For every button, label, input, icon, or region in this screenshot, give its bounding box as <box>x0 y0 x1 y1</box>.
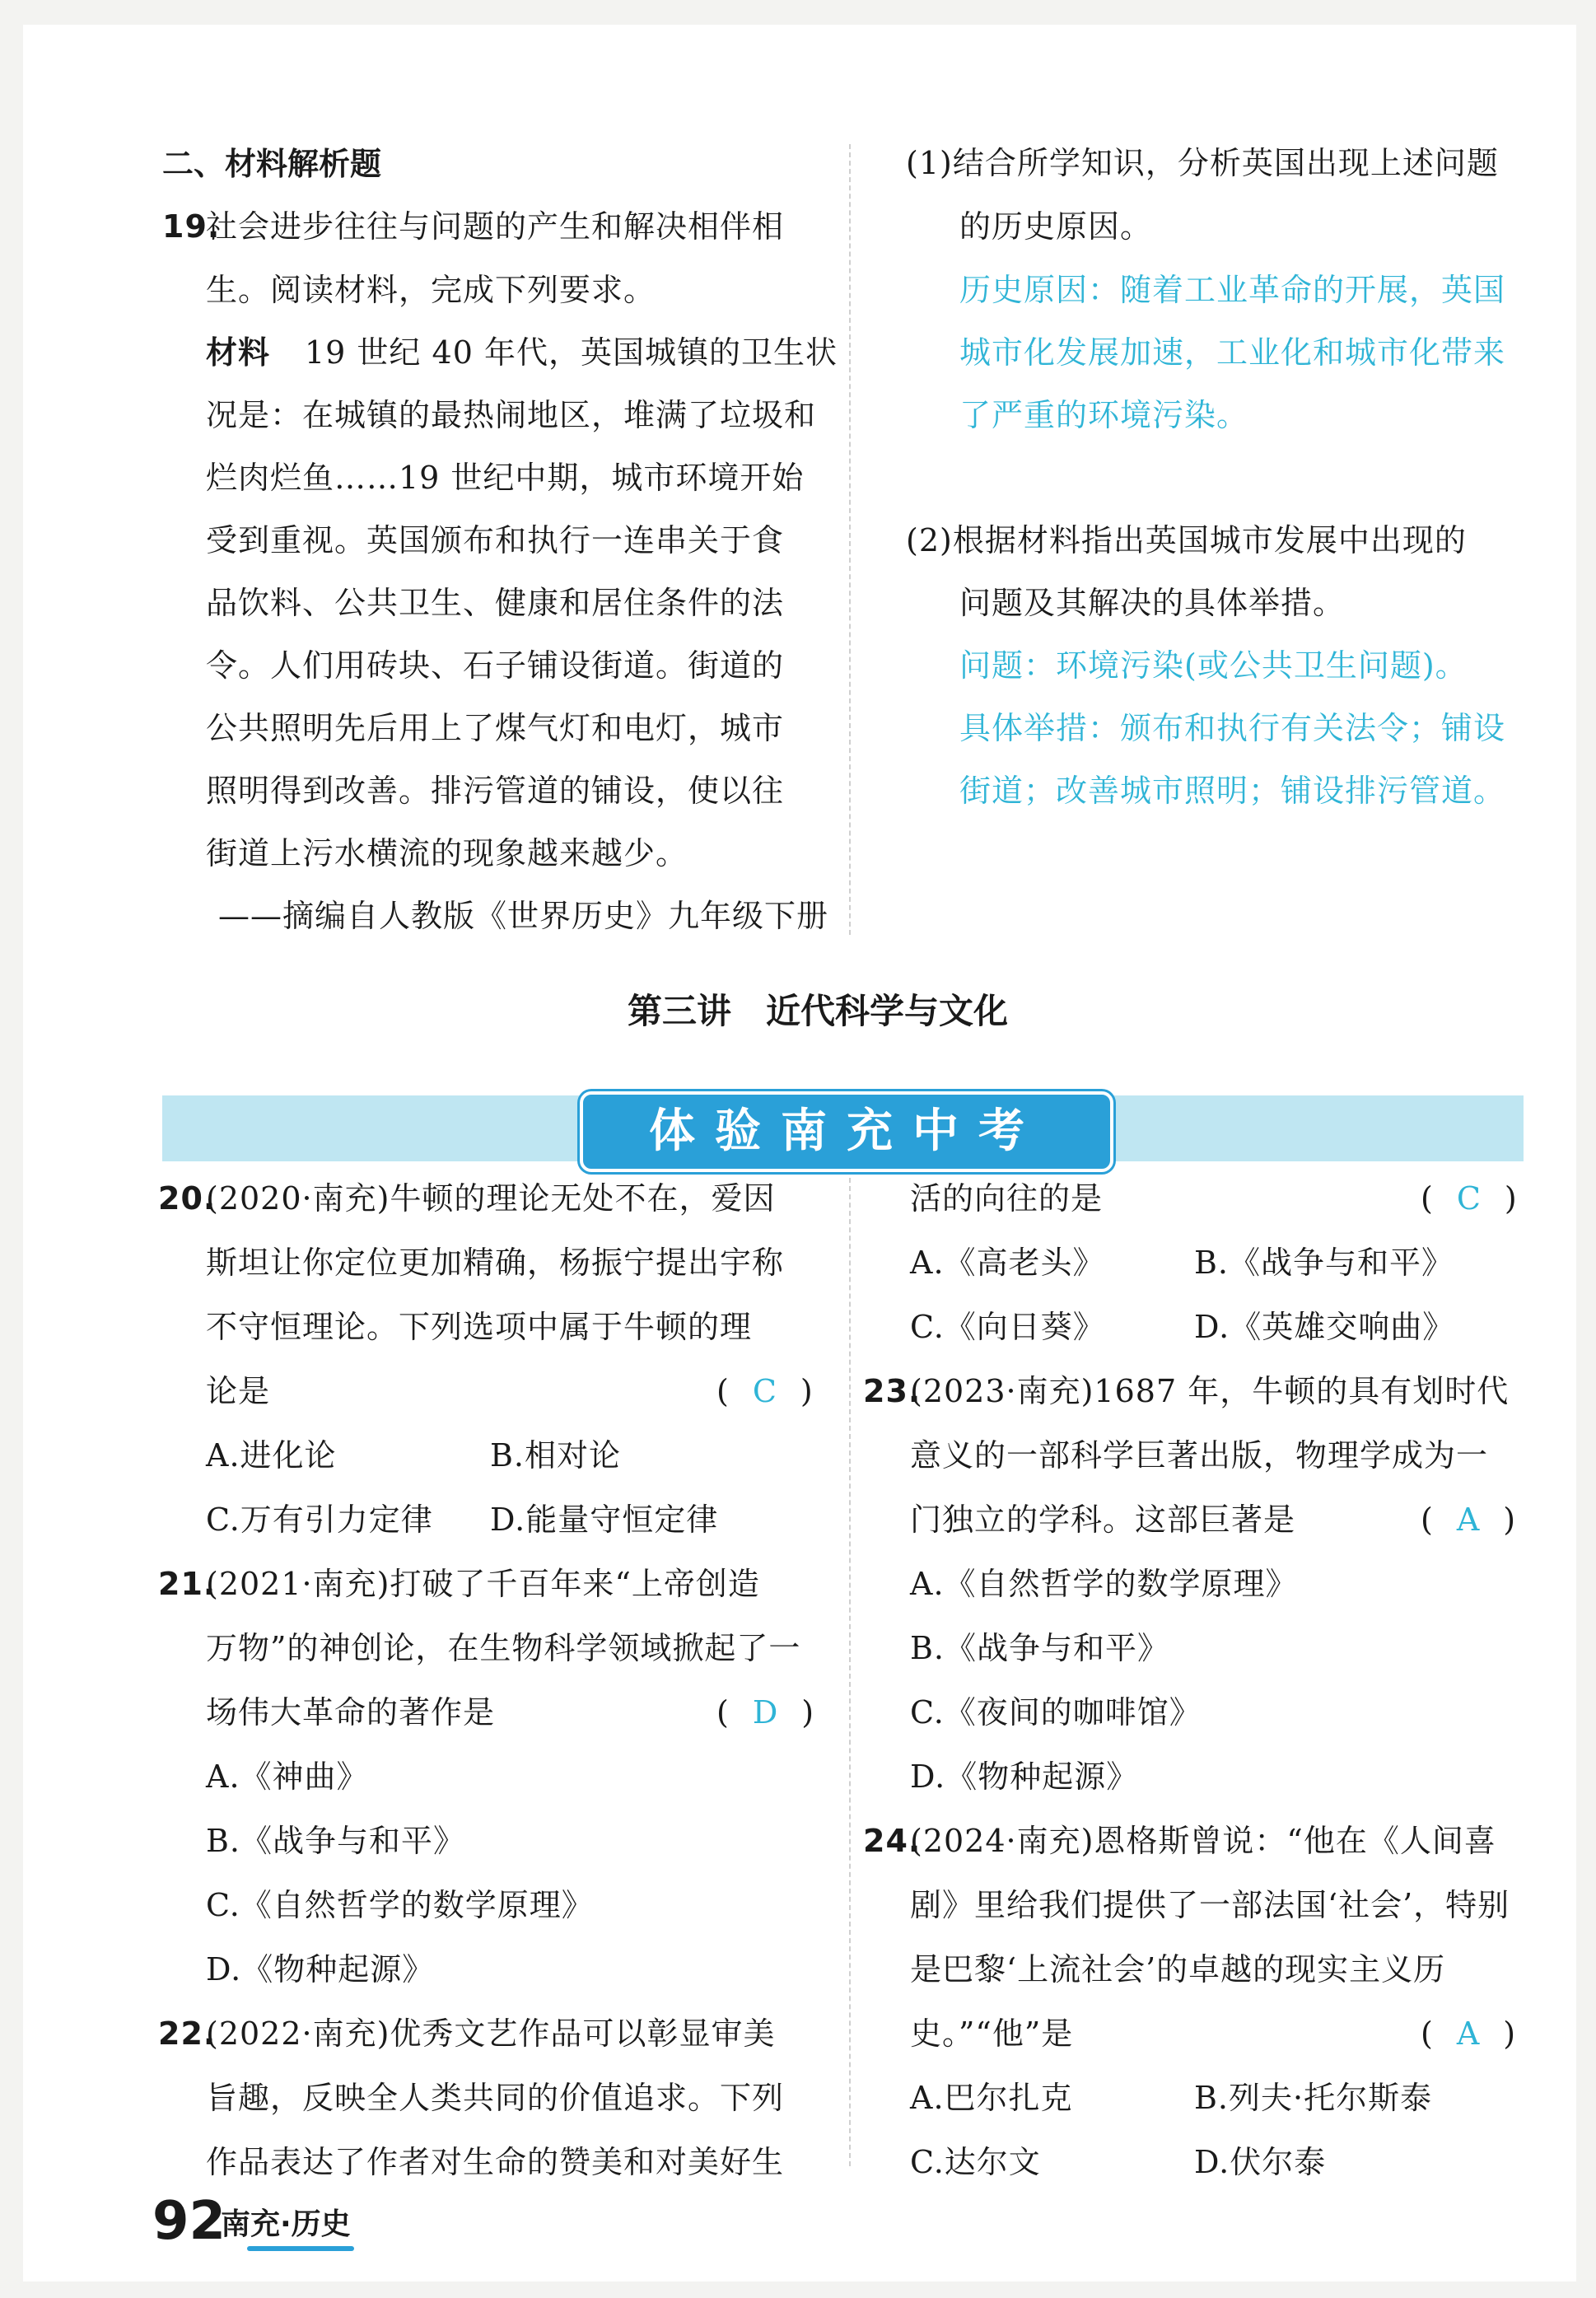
material-text: 19 世纪 40 年代，英国城镇的卫生状 <box>305 334 838 371</box>
option: D.《物种起源》 <box>910 1759 1139 1795</box>
question-number: 21. <box>158 1566 217 1602</box>
subquestion-text: (1)结合所学知识，分析英国出现上述问题 <box>906 145 1499 181</box>
answer-bracket: ( C ) <box>716 1373 814 1409</box>
question-text: 旨趣，反映全人类共同的价值追求。下列 <box>206 2080 785 2116</box>
footer-underline <box>247 2246 354 2251</box>
answer-choice: C <box>752 1373 777 1409</box>
option: C.万有引力定律 <box>206 1502 433 1538</box>
lecture-title: 第三讲 近代科学与文化 <box>628 991 1009 1031</box>
question-text: 活的向往的是 <box>910 1180 1104 1217</box>
answer-text: 具体举措：颁布和执行有关法令；铺设 <box>959 710 1506 746</box>
question-number: 24. <box>863 1823 922 1859</box>
question-text: 是巴黎‘上流社会’的卓越的现实主义历 <box>910 1951 1446 1987</box>
subquestion-text: (2)根据材料指出英国城市发展中出现的 <box>906 522 1467 558</box>
question-text: 不守恒理论。下列选项中属于牛顿的理 <box>206 1309 753 1345</box>
subquestion-text: 的历史原因。 <box>959 208 1153 245</box>
material-text: 街道上污水横流的现象越来越少。 <box>206 835 688 871</box>
option: B.《战争与和平》 <box>1194 1245 1454 1281</box>
question-text: 场伟大革命的著作是 <box>206 1694 496 1731</box>
option: D.能量守恒定律 <box>490 1502 719 1538</box>
option: B.《战争与和平》 <box>910 1630 1170 1666</box>
option: C.《夜间的咖啡馆》 <box>910 1694 1202 1731</box>
option: D.《英雄交响曲》 <box>1194 1309 1455 1345</box>
material-text: 况是：在城镇的最热闹地区，堆满了垃圾和 <box>206 397 817 433</box>
material-text: 令。人们用砖块、石子铺设街道。街道的 <box>206 647 785 684</box>
question-text: (2021·南充)打破了千百年来“上帝创造 <box>206 1566 760 1602</box>
material-text: 受到重视。英国颁布和执行一连串关于食 <box>206 522 785 558</box>
question-text: 剧》里给我们提供了一部法国‘社会’，特别 <box>910 1887 1510 1923</box>
answer-text: 问题：环境污染(或公共卫生问题)。 <box>959 647 1468 684</box>
answer-bracket: ( A ) <box>1421 1502 1517 1538</box>
answer-choice: A <box>1456 1502 1481 1538</box>
answer-choice: A <box>1456 2015 1481 2052</box>
option: A.进化论 <box>206 1437 337 1474</box>
option: D.《物种起源》 <box>206 1951 435 1987</box>
question-text: 史。”“他”是 <box>910 2015 1074 2052</box>
question-text: 生。阅读材料，完成下列要求。 <box>206 272 656 308</box>
option: C.《向日葵》 <box>910 1309 1105 1345</box>
column-divider <box>849 144 851 935</box>
option: A.巴尔扎克 <box>910 2080 1073 2116</box>
option: B.列夫·托尔斯泰 <box>1194 2080 1433 2116</box>
question-text: (2023·南充)1687 年，牛顿的具有划时代 <box>910 1373 1510 1409</box>
banner-title: 体验南充中考 <box>580 1091 1113 1172</box>
option: A.《高老头》 <box>910 1245 1105 1281</box>
material-text: 烂肉烂鱼……19 世纪中期，城市环境开始 <box>206 460 805 496</box>
answer-choice: D <box>752 1694 779 1731</box>
material-text: 公共照明先后用上了煤气灯和电灯，城市 <box>206 710 785 746</box>
option: B.《战争与和平》 <box>206 1823 466 1859</box>
subquestion-text: 问题及其解决的具体举措。 <box>959 585 1346 621</box>
footer-label: 南充·历史 <box>221 2207 351 2241</box>
material-source: ——摘编自人教版《世界历史》九年级下册 <box>218 898 829 934</box>
question-text: (2022·南充)优秀文艺作品可以彰显审美 <box>206 2015 776 2052</box>
question-text: 论是 <box>206 1373 271 1409</box>
option: C.《自然哲学的数学原理》 <box>206 1887 594 1923</box>
section-title: 二、材料解析题 <box>162 146 382 182</box>
question-number: 19. <box>162 208 221 245</box>
option: D.伏尔泰 <box>1194 2144 1327 2180</box>
question-number: 22. <box>158 2015 217 2052</box>
question-text: (2020·南充)牛顿的理论无处不在，爱因 <box>206 1180 776 1217</box>
column-divider <box>849 1178 851 2166</box>
question-text: 作品表达了作者对生命的赞美和对美好生 <box>206 2144 785 2180</box>
page-number: 92 <box>152 2191 226 2252</box>
question-number: 23. <box>863 1373 922 1409</box>
option: A.《神曲》 <box>206 1759 369 1795</box>
answer-text: 街道；改善城市照明；铺设排污管道。 <box>959 773 1506 809</box>
question-text: 社会进步往往与问题的产生和解决相伴相 <box>206 208 785 245</box>
option: B.相对论 <box>490 1437 622 1474</box>
answer-choice: C <box>1456 1180 1482 1217</box>
answer-text: 城市化发展加速，工业化和城市化带来 <box>959 334 1506 371</box>
option: A.《自然哲学的数学原理》 <box>910 1566 1298 1602</box>
question-text: 门独立的学科。这部巨著是 <box>910 1502 1296 1538</box>
question-text: 万物”的神创论，在生物科学领域掀起了一 <box>206 1630 801 1666</box>
answer-bracket: ( C ) <box>1421 1180 1518 1217</box>
question-number: 20. <box>158 1180 217 1217</box>
option: C.达尔文 <box>910 2144 1041 2180</box>
material-text: 品饮料、公共卫生、健康和居住条件的法 <box>206 585 785 621</box>
answer-bracket: ( A ) <box>1421 2015 1517 2052</box>
answer-text: 了严重的环境污染。 <box>959 397 1249 433</box>
question-text: (2024·南充)恩格斯曾说：“他在《人间喜 <box>910 1823 1496 1859</box>
answer-text: 历史原因：随着工业革命的开展，英国 <box>959 272 1506 308</box>
question-text: 斯坦让你定位更加精确，杨振宁提出宇称 <box>206 1245 785 1281</box>
answer-bracket: ( D ) <box>716 1694 815 1731</box>
material-text: 照明得到改善。排污管道的铺设，使以往 <box>206 773 785 809</box>
material-label: 材料 <box>206 334 271 371</box>
question-text: 意义的一部科学巨著出版，物理学成为一 <box>910 1437 1489 1474</box>
